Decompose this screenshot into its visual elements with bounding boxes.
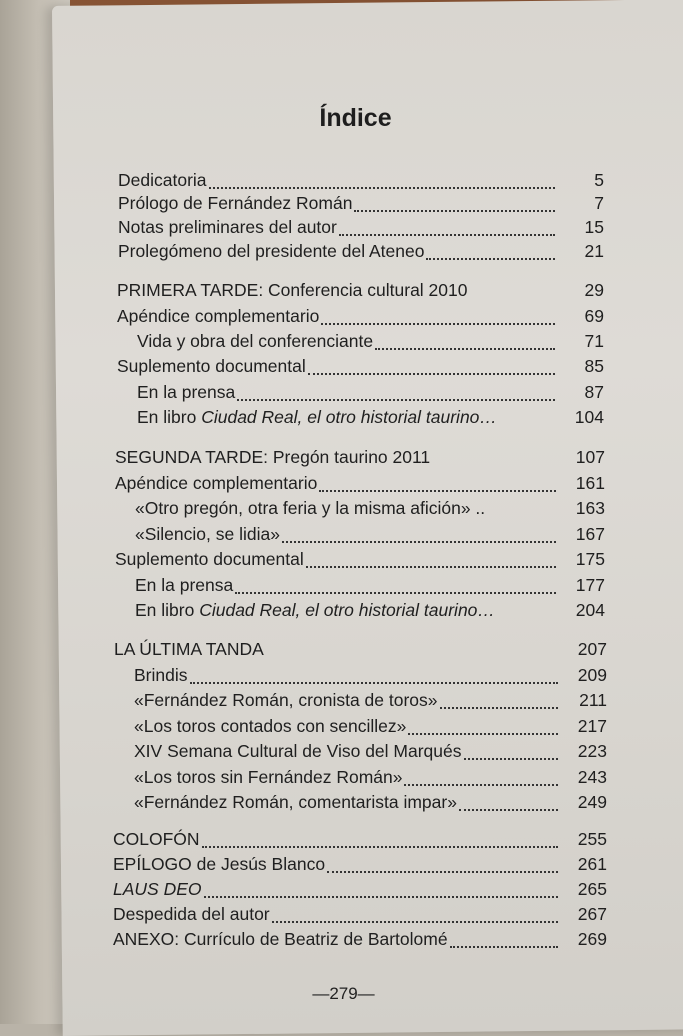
toc-entry-label: En la prensa: [135, 575, 234, 595]
toc-entry-page: 175: [575, 549, 605, 569]
toc-entry-page: 21: [584, 241, 604, 261]
toc-entry-otro-pregon: [135, 498, 605, 522]
leader-dots: [190, 682, 559, 684]
toc-entry-page: 267: [577, 904, 607, 924]
leader-dots: [459, 809, 558, 811]
toc-entry-page: 269: [577, 929, 607, 949]
toc-entry-apendice-1: [117, 306, 604, 330]
toc-entry-label-prefix: En libro: [135, 600, 200, 620]
leader-dots: [450, 946, 558, 948]
toc-entry-label: En la prensa: [137, 382, 236, 402]
toc-entry-label: «Los toros sin Fernández Román»: [134, 767, 403, 787]
leader-dots: [375, 348, 555, 350]
toc-entry-comentarista-impar: [134, 792, 607, 816]
toc-entry-label: Apéndice complementario: [117, 306, 320, 326]
leader-dots: [327, 871, 558, 873]
toc-entry-prologo: [118, 193, 604, 217]
toc-entry-label: Prólogo de Fernández Román: [118, 193, 353, 213]
toc-entry-label: EPÍLOGO de Jesús Blanco: [113, 854, 326, 874]
toc-entry-page: 261: [577, 854, 607, 874]
toc-entry-page: 163: [575, 498, 605, 518]
toc-entry-label: «Otro pregón, otra feria y la misma afición» ..: [135, 498, 486, 518]
toc-entry-page: 217: [577, 716, 607, 736]
toc-entry-label: Vida y obra del conferenciante: [137, 331, 374, 351]
toc-entry-page: 223: [577, 741, 607, 761]
toc-entry-epilogo: [113, 854, 607, 878]
leader-dots: [408, 733, 558, 735]
toc-entry-label: PRIMERA TARDE: Conferencia cultural 2010: [117, 280, 468, 300]
toc-entry-page: 211: [579, 690, 607, 710]
leader-dots: [404, 784, 558, 786]
leader-dots: [339, 234, 555, 236]
toc-entry-page: 177: [575, 575, 605, 595]
toc-entry-label: LAUS DEO: [113, 879, 202, 899]
toc-entry-page: 5: [594, 170, 604, 190]
toc-entry-silencio-se-lidia: [135, 524, 605, 548]
leader-dots: [464, 758, 559, 760]
toc-entry-apendice-2: [115, 473, 605, 497]
toc-entry-brindis: [134, 665, 607, 689]
toc-entry-page: 107: [575, 447, 605, 467]
toc-entry-label: SEGUNDA TARDE: Pregón taurino 2011: [115, 447, 431, 467]
toc-entry-page: 71: [584, 331, 604, 351]
leader-dots: [209, 187, 555, 189]
toc-entry-anexo: [113, 929, 607, 953]
leader-dots: [306, 566, 556, 568]
toc-entry-la-ultima-tanda: [114, 639, 607, 663]
toc-entry-page: 85: [584, 356, 604, 376]
leader-dots: [235, 592, 556, 594]
toc-entry-label: «Fernández Román, comentarista impar»: [134, 792, 457, 812]
toc-entry-label: Suplemento documental: [115, 549, 304, 569]
toc-entry-page: 243: [577, 767, 607, 787]
toc-entry-segunda-tarde: [115, 447, 605, 471]
toc-entry-label: Despedida del autor: [113, 904, 270, 924]
toc-entry-notas-preliminares: [118, 217, 604, 241]
leader-dots: [202, 846, 558, 848]
toc-entry-suplemento-1: [117, 356, 604, 380]
toc-entry-cronista-de-toros: [134, 690, 607, 714]
toc-entry-page: 7: [594, 193, 604, 213]
toc-entry-page: 104: [574, 407, 604, 427]
toc-entry-page: 69: [584, 306, 604, 326]
toc-entry-en-libro-2: [135, 600, 605, 624]
toc-entry-dedicatoria: [118, 170, 604, 194]
toc-entry-label: LA ÚLTIMA TANDA: [114, 639, 264, 659]
book-title-italic: Ciudad Real, el otro historial taurino…: [201, 407, 497, 427]
leader-dots: [354, 210, 555, 212]
toc-entry-label: Brindis: [134, 665, 188, 685]
toc-entry-page: 161: [575, 473, 605, 493]
toc-entry-label: «Fernández Román, cronista de toros»: [134, 690, 438, 710]
toc-entry-laus-deo: [113, 879, 607, 903]
toc-entry-prolegomeno: [118, 241, 604, 265]
page-title: Índice: [319, 104, 392, 132]
toc-entry-page: 209: [577, 665, 607, 685]
leader-dots: [308, 373, 555, 375]
toc-entry-en-libro-1: [137, 407, 604, 431]
toc-entry-label: [135, 600, 495, 621]
toc-entry-label: Dedicatoria: [118, 170, 207, 190]
toc-entry-suplemento-2: [115, 549, 605, 573]
toc-entry-semana-cultural: [134, 741, 607, 765]
toc-entry-page: 255: [577, 829, 607, 849]
toc-entry-colofon: [113, 829, 607, 853]
leader-dots: [282, 541, 556, 543]
toc-entry-page: 249: [577, 792, 607, 812]
leader-dots: [237, 399, 555, 401]
toc-entry-page: 29: [584, 280, 604, 300]
toc-entry-label: [137, 407, 497, 428]
toc-entry-label: ANEXO: Currículo de Beatriz de Bartolomé: [113, 929, 448, 949]
toc-entry-en-la-prensa-1: [137, 382, 604, 406]
toc-entry-label-prefix: En libro: [137, 407, 202, 427]
toc-entry-en-la-prensa-2: [135, 575, 605, 599]
toc-entry-label: Prolegómeno del presidente del Ateneo: [118, 241, 425, 261]
leader-dots: [272, 921, 558, 923]
toc-entry-despedida: [113, 904, 607, 928]
leader-dots: [426, 258, 555, 260]
book-title-italic: Ciudad Real, el otro historial taurino…: [199, 600, 495, 620]
toc-entry-toros-contados: [134, 716, 607, 740]
toc-entry-page: 265: [577, 879, 607, 899]
toc-entry-toros-sin-fernandez: [134, 767, 607, 791]
toc-entry-label: XIV Semana Cultural de Viso del Marqués: [134, 741, 462, 761]
toc-entry-label: Apéndice complementario: [115, 473, 318, 493]
toc-entry-page: 207: [577, 639, 607, 659]
toc-entry-page: 87: [584, 382, 604, 402]
leader-dots: [321, 323, 555, 325]
leader-dots: [440, 707, 559, 709]
toc-entry-primera-tarde: [117, 280, 604, 304]
toc-entry-label: Notas preliminares del autor: [118, 217, 337, 237]
toc-entry-page: 15: [584, 217, 604, 237]
toc-entry-page: 204: [575, 600, 605, 620]
leader-dots: [319, 490, 556, 492]
leader-dots: [204, 896, 559, 898]
toc-entry-label: «Silencio, se lidia»: [135, 524, 280, 544]
toc-entry-label: Suplemento documental: [117, 356, 306, 376]
toc-entry-label: «Los toros contados con sencillez»: [134, 716, 407, 736]
toc-entry-label: COLOFÓN: [113, 829, 200, 849]
toc-entry-page: 167: [575, 524, 605, 544]
toc-entry-vida-y-obra: [137, 331, 604, 355]
page-number: —279—: [312, 984, 375, 1003]
